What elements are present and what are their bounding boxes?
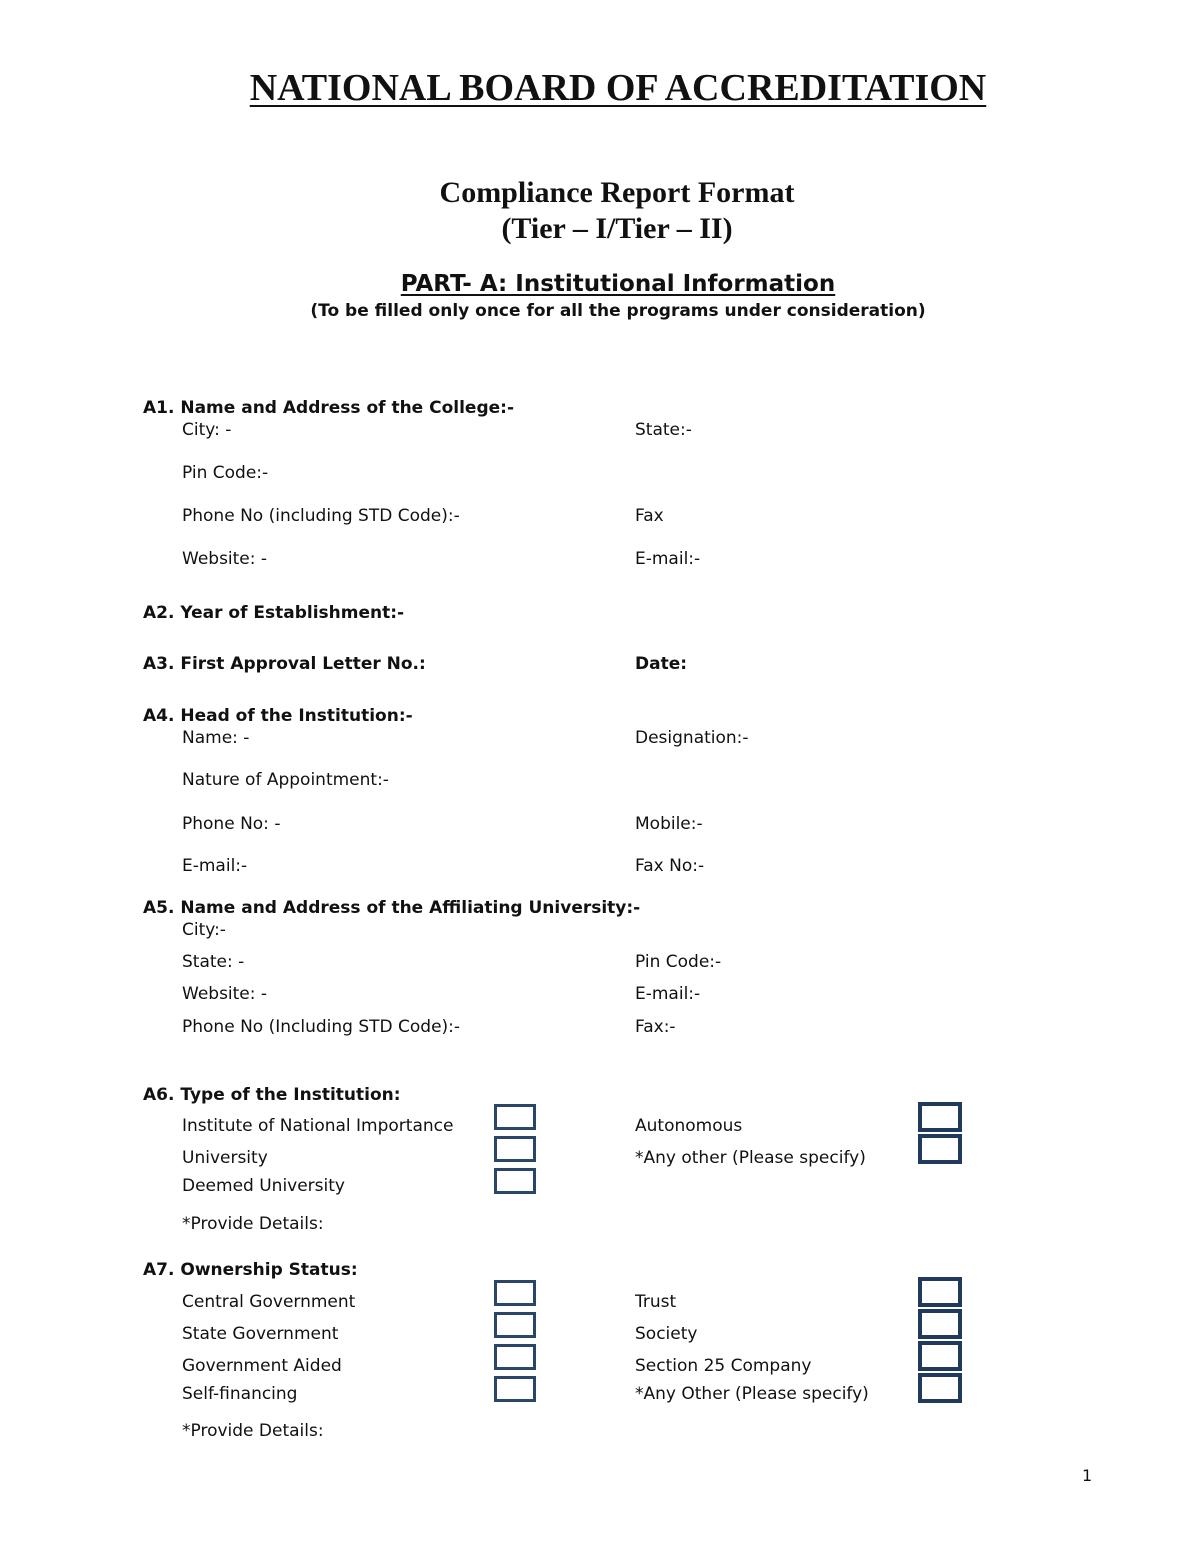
a6-checkbox-any-other[interactable] (918, 1134, 962, 1164)
a5-website-label: Website: - (182, 984, 268, 1004)
a7-option-label: Society (635, 1324, 698, 1344)
a7-checkbox-section-25[interactable] (918, 1341, 962, 1371)
a7-option-label: Self-financing (182, 1384, 298, 1404)
a1-city-label: City: - (182, 420, 232, 440)
a4-mobile-label: Mobile:- (635, 814, 703, 834)
a5-state-label: State: - (182, 952, 245, 972)
a6-details-label: *Provide Details: (182, 1214, 324, 1234)
document-title: NATIONAL BOARD OF ACCREDITATION (249, 67, 987, 109)
a7-checkbox-central-government[interactable] (494, 1280, 536, 1306)
a6-option-label: *Any other (Please specify) (635, 1148, 866, 1168)
a6-checkbox-autonomous[interactable] (918, 1102, 962, 1132)
page-number: 1 (1082, 1466, 1093, 1485)
a6-option-label: Deemed University (182, 1176, 345, 1196)
a6-option-label: Autonomous (635, 1116, 743, 1136)
a7-checkbox-trust[interactable] (918, 1277, 962, 1307)
a7-option-label: State Government (182, 1324, 339, 1344)
report-format-title: Compliance Report Format (439, 176, 795, 209)
a1-email-label: E-mail:- (635, 549, 701, 569)
a6-checkbox-university[interactable] (494, 1136, 536, 1162)
a1-website-label: Website: - (182, 549, 268, 569)
a7-checkbox-any-other[interactable] (918, 1373, 962, 1403)
a7-option-label: Trust (635, 1292, 677, 1312)
a7-heading: A7. Ownership Status: (143, 1260, 358, 1280)
a5-city-label: City:- (182, 920, 226, 940)
a7-option-label: *Any Other (Please specify) (635, 1384, 869, 1404)
part-a-title: PART- A: Institutional Information (400, 271, 836, 297)
a5-phone-label: Phone No (Including STD Code):- (182, 1017, 461, 1037)
a1-pin-label: Pin Code:- (182, 463, 269, 483)
a5-fax-label: Fax:- (635, 1017, 676, 1037)
a7-option-label: Central Government (182, 1292, 356, 1312)
a6-option-label: Institute of National Importance (182, 1116, 454, 1136)
a4-name-label: Name: - (182, 728, 250, 748)
a2-heading: A2. Year of Establishment:- (143, 603, 405, 623)
a5-email-label: E-mail:- (635, 984, 701, 1004)
a6-heading: A6. Type of the Institution: (143, 1085, 401, 1105)
a1-fax-label: Fax (635, 506, 664, 526)
a4-email-label: E-mail:- (182, 856, 248, 876)
a1-heading: A1. Name and Address of the College:- (143, 398, 515, 418)
a7-checkbox-state-government[interactable] (494, 1312, 536, 1338)
a1-state-label: State:- (635, 420, 692, 440)
a6-checkbox-national-importance[interactable] (494, 1104, 536, 1130)
a5-heading: A5. Name and Address of the Affiliating University:- (143, 898, 641, 918)
a4-fax-label: Fax No:- (635, 856, 705, 876)
a7-checkbox-self-financing[interactable] (494, 1376, 536, 1402)
a7-checkbox-society[interactable] (918, 1309, 962, 1339)
a7-details-label: *Provide Details: (182, 1421, 324, 1441)
a7-checkbox-government-aided[interactable] (494, 1344, 536, 1370)
a6-option-label: University (182, 1148, 268, 1168)
part-a-note: (To be filled only once for all the programs under consideration) (310, 301, 926, 321)
a4-heading: A4. Head of the Institution:- (143, 706, 413, 726)
a6-checkbox-deemed-university[interactable] (494, 1168, 536, 1194)
a4-phone-label: Phone No: - (182, 814, 281, 834)
tier-subtitle: (Tier – I/Tier – II) (501, 212, 733, 245)
a3-heading: A3. First Approval Letter No.: (143, 654, 426, 674)
a4-nature-label: Nature of Appointment:- (182, 770, 389, 790)
a7-option-label: Government Aided (182, 1356, 342, 1376)
a4-designation-label: Designation:- (635, 728, 749, 748)
a5-pin-label: Pin Code:- (635, 952, 722, 972)
a1-phone-label: Phone No (including STD Code):- (182, 506, 460, 526)
a7-option-label: Section 25 Company (635, 1356, 812, 1376)
a3-date-label: Date: (635, 654, 688, 674)
